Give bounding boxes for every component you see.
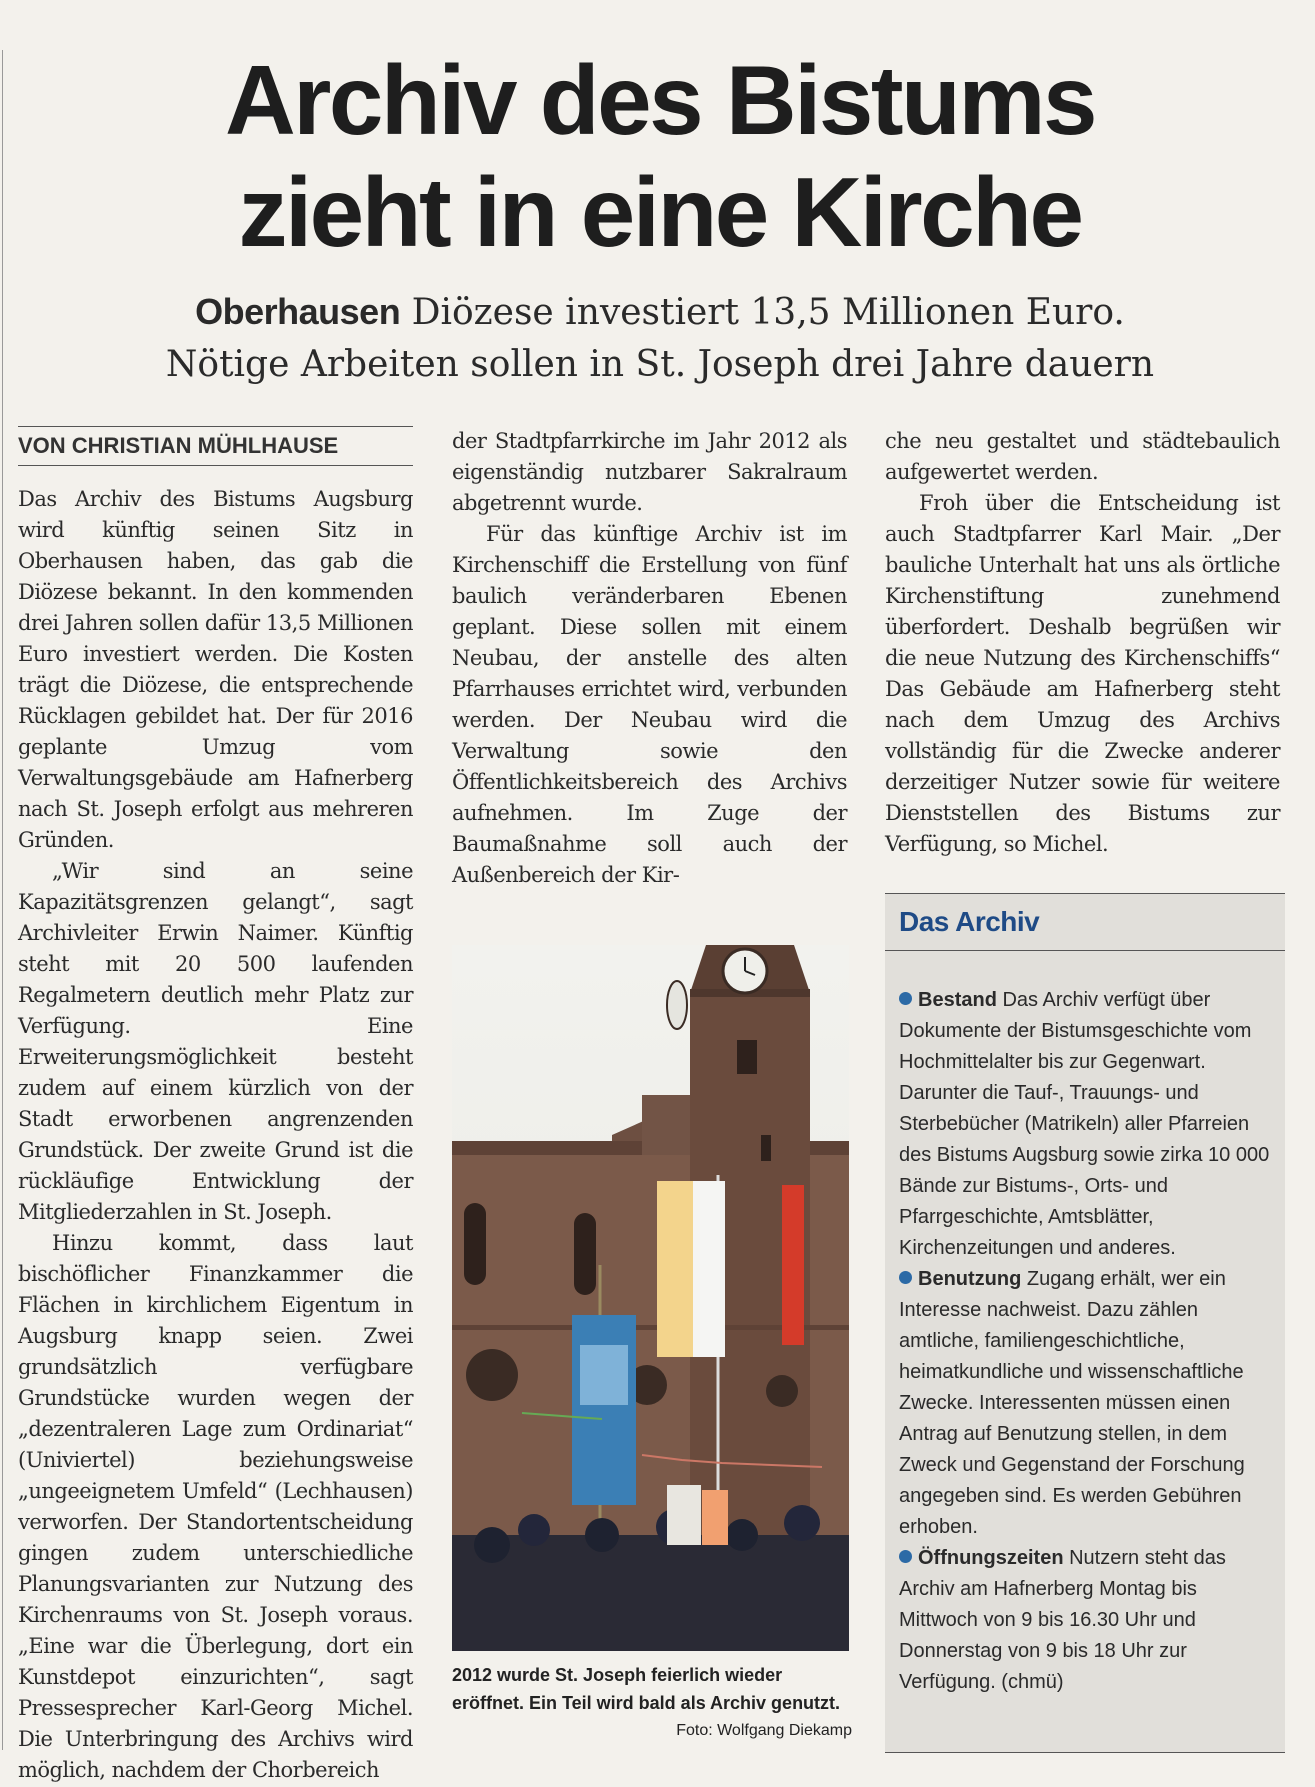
subheadline (140, 286, 1180, 391)
bullet-icon (899, 992, 912, 1005)
subhead-place: Oberhausen (195, 291, 401, 332)
info-term: Bestand (918, 989, 997, 1011)
info-term: Benutzung (918, 1268, 1022, 1290)
paragraph: Hinzu kommt, dass laut bischöflicher Finanzkammer die Flächen in kirchlichem Eigentum in Augsburg knapp seien. Zwei grundsätzlich verfügbare Grundstücke wurden wegen der „dezentraleren Lage zum Ordinariat“ (Univiertel) beziehungsweise „ungeeignetem Umfeld“ (Lechhausen) verworfen. Der Standortentscheidung gingen zudem unterschiedliche Planungsvarianten zur Nutzung des Kirchenraums von St. Joseph voraus. „Eine war die Überlegung, dort ein Kunstdepot einzurichten“, sagt Pressesprecher Karl-Georg Michel. Die Unterbringung des Archivs wird möglich, nachdem der Chorbereich (18, 1231, 413, 1782)
info-box (885, 893, 1285, 1753)
headline-line-1: Archiv des Bistums (225, 45, 1095, 155)
headline (160, 44, 1160, 268)
byline: VON CHRISTIAN MÜHLHAUSE (18, 426, 413, 466)
article-column-3 (885, 426, 1280, 860)
info-text: Nutzern steht das Archiv am Hafnerberg Montag bis Mittwoch von 9 bis 16.30 Uhr und Donnerstag von 9 bis 18 Uhr zur Verfügung. (chmü) (899, 1547, 1226, 1693)
photo-credit: Foto: Wolfgang Diekamp (676, 1722, 852, 1739)
info-box-title: Das Archiv (885, 894, 1285, 951)
info-term: Öffnungszeiten (918, 1547, 1064, 1569)
info-item-oeffnungszeiten (899, 1543, 1271, 1698)
info-box-body (885, 951, 1285, 1698)
bullet-icon (899, 1550, 912, 1563)
caption-text: 2012 wurde St. Joseph feierlich wieder eröffnet. Ein Teil wird bald als Archiv genutzt. (452, 1665, 841, 1713)
church-photo (452, 945, 849, 1651)
paragraph: che neu gestaltet und städtebaulich aufgewertet werden. (885, 429, 1280, 484)
paragraph: Für das künftige Archiv ist im Kirchenschiff die Erstellung von fünf baulich veränderbaren Ebenen geplant. Diese sollen mit einem Neubau, der anstelle des alten Pfarrhauses errichtet wird, verbunden werden. Der Neubau wird die Verwaltung sowie den Öffentlichkeitsbereich des Archivs aufnehmen. Im Zuge der Baumaßnahme soll auch der Außenbereich der Kir- (452, 522, 847, 887)
paragraph: „Wir sind an seine Kapazitätsgrenzen gelangt“, sagt Archivleiter Erwin Naimer. Künftig steht mit 20 500 laufenden Regalmetern deutlich mehr Platz zur Verfügung. Eine Erweiterungsmöglichkeit besteht zudem auf einem kürzlich von der Stadt erworbenen angrenzenden Grundstück. Der zweite Grund ist die rückläufige Entwicklung der Mitgliederzahlen in St. Joseph. (18, 859, 413, 1224)
article-column-1 (18, 426, 413, 1786)
headline-line-2: zieht in eine Kirche (238, 157, 1082, 267)
subhead-text-1: Diözese investiert 13,5 Millionen Euro. (400, 292, 1125, 333)
paragraph: Froh über die Entscheidung ist auch Stadtpfarrer Karl Mair. „Der bauliche Unterhalt hat uns als örtliche Kirchenstiftung zunehmend überfordert. Deshalb begrüßen wir die neue Nutzung des Kirchenschiffs“ Das Gebäude am Hafnerberg steht nach dem Umzug des Archivs vollständig für die Zwecke anderer derzeitiger Nutzer sowie für weitere Dienststellen des Bistums zur Verfügung, so Michel. (885, 491, 1280, 856)
photo-caption (452, 1661, 852, 1745)
left-margin-rule (2, 50, 3, 1750)
subhead-text-2: Nötige Arbeiten sollen in St. Joseph drei Jahre dauern (165, 344, 1155, 385)
info-item-benutzung (899, 1264, 1271, 1543)
paragraph: Das Archiv des Bistums Augsburg wird künftig seinen Sitz in Oberhausen haben, das gab die Diözese bekannt. In den kommenden drei Jahren sollen dafür 13,5 Millionen Euro investiert werden. Die Kosten trägt die Diözese, die entsprechende Rücklagen gebildet hat. Der für 2016 geplante Umzug vom Verwaltungsgebäude am Hafnerberg nach St. Joseph erfolgt aus mehreren Gründen. (18, 487, 413, 852)
info-text: Das Archiv verfügt über Dokumente der Bistumsgeschichte vom Hochmittelalter bis zur Gegenwart. Darunter die Tauf-, Trauungs- und Sterbebücher (Matrikeln) aller Pfarreien des Bistums Augsburg sowie zirka 10 000 Bände zur Bistums-, Orts- und Pfarrgeschichte, Amtsblätter, Kirchenzeitungen und anderes. (899, 989, 1270, 1259)
paragraph: der Stadtpfarrkirche im Jahr 2012 als eigenständig nutzbarer Sakralraum abgetrennt wurde. (452, 429, 847, 515)
bullet-icon (899, 1271, 912, 1284)
info-text: Zugang erhält, wer ein Interesse nachweist. Dazu zählen amtliche, familiengeschichtliche, heimatkundliche und wissenschaftliche Zwecke. Interessenten müssen einen Antrag auf Benutzung stellen, in dem Zweck und Gegenstand der Forschung angegeben sind. Es werden Gebühren erhoben. (899, 1268, 1245, 1538)
info-item-bestand (899, 985, 1271, 1264)
article-column-2 (452, 426, 847, 891)
